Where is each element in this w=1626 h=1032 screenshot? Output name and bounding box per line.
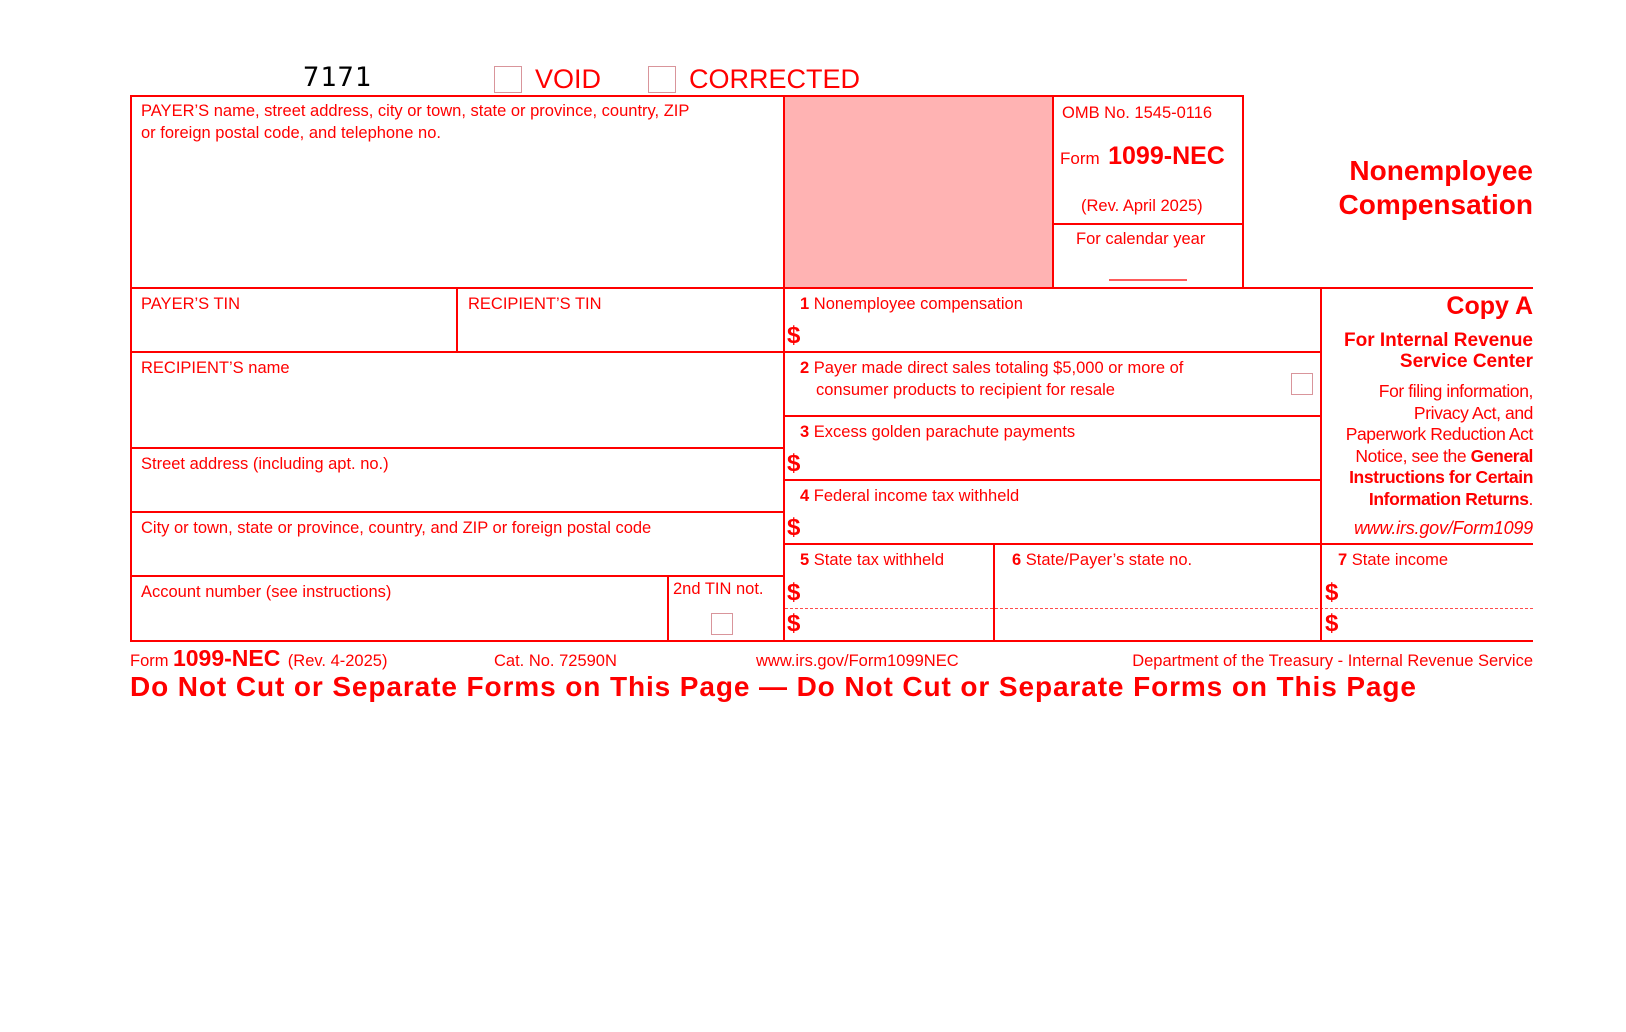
box3-dollar: $	[787, 450, 801, 477]
recipient-tin-label: RECIPIENT’S TIN	[468, 295, 602, 313]
box5-dollar-1: $	[787, 579, 801, 606]
second-tin-checkbox[interactable]	[711, 613, 733, 635]
box6-field-1[interactable]	[996, 575, 1318, 607]
box5-amount-field-1[interactable]	[805, 575, 991, 607]
void-checkbox[interactable]	[494, 66, 522, 93]
omb-number: OMB No. 1545-0116	[1062, 104, 1213, 122]
account-number-label: Account number (see instructions)	[141, 583, 392, 601]
form-heading-line2: Compensation	[1338, 189, 1533, 220]
recipient-tin-field[interactable]	[458, 316, 782, 350]
box4-label: 4 Federal income tax withheld	[800, 487, 1020, 505]
box2-label-2: consumer products to recipient for resale	[816, 381, 1115, 399]
recipient-name-field[interactable]	[132, 380, 782, 446]
calendar-year-field[interactable]	[1109, 254, 1187, 278]
box7-amount-field-2[interactable]	[1343, 610, 1531, 639]
street-address-field[interactable]	[132, 476, 782, 510]
payer-info-field[interactable]	[132, 145, 782, 286]
copy-panel	[1322, 290, 1533, 539]
box6-field-2[interactable]	[996, 610, 1318, 639]
revision-date: (Rev. April 2025)	[1081, 197, 1203, 215]
box4-dollar: $	[787, 514, 801, 541]
box7-label: 7 State income	[1338, 551, 1449, 569]
payer-info-label-1: PAYER’S name, street address, city or town, state or province, country, ZIP	[141, 102, 690, 120]
corrected-checkbox[interactable]	[648, 66, 676, 93]
calendar-year-label: For calendar year	[1076, 230, 1206, 248]
void-label: VOID	[535, 64, 602, 94]
copy-for-line2: Service Center	[1399, 351, 1533, 372]
box5-amount-field-2[interactable]	[805, 610, 991, 639]
box5-label: 5 State tax withheld	[800, 551, 945, 569]
box1-label: 1 Nonemployee compensation	[800, 295, 1023, 313]
copy-for-line1: For Internal Revenue	[1344, 330, 1533, 351]
second-tin-label: 2nd TIN not.	[673, 580, 764, 598]
box3-label: 3 Excess golden parachute payments	[800, 423, 1076, 441]
form-number: 1099-NEC	[1108, 142, 1225, 170]
form-prefix: Form	[1060, 149, 1100, 168]
box7-amount-field-1[interactable]	[1343, 575, 1531, 607]
box2-label: 2 Payer made direct sales totaling $5,000 or more of	[800, 359, 1184, 377]
payer-info-label-2: or foreign postal code, and telephone no.	[141, 124, 441, 142]
box1-dollar: $	[787, 322, 801, 349]
footer-department: Department of the Treasury - Internal Revenue Service	[1132, 652, 1533, 670]
corrected-label: CORRECTED	[689, 64, 861, 94]
footer-cat-no: Cat. No. 72590N	[494, 652, 617, 670]
recipient-name-label: RECIPIENT’S name	[141, 359, 290, 377]
box5-dollar-2: $	[787, 610, 801, 637]
copy-label: Copy A	[1446, 292, 1533, 320]
city-field[interactable]	[132, 540, 782, 574]
box7-dollar-2: $	[1325, 610, 1339, 637]
form-heading-line1: Nonemployee	[1349, 155, 1533, 186]
form-heading	[1280, 154, 1533, 222]
account-number-field[interactable]	[132, 604, 666, 639]
copy-url: www.irs.gov/Form1099	[1353, 518, 1533, 538]
footer-url: www.irs.gov/Form1099NEC	[756, 652, 959, 670]
box7-dollar-1: $	[1325, 579, 1339, 606]
box3-amount-field[interactable]	[805, 446, 1317, 478]
city-label: City or town, state or province, country, and ZIP or foreign postal code	[141, 519, 652, 537]
street-address-label: Street address (including apt. no.)	[141, 455, 389, 473]
footer-form-id: Form 1099-NEC (Rev. 4-2025)	[130, 645, 388, 671]
payer-tin-field[interactable]	[132, 316, 454, 350]
copy-info: For filing information, Privacy Act, and Paperwork Reduction Act Notice, see the General Instructions for Certain Information Returns.	[1345, 381, 1533, 509]
box2-checkbox[interactable]	[1291, 373, 1313, 395]
payer-tin-label: PAYER’S TIN	[141, 295, 241, 313]
shaded-area	[785, 97, 1052, 287]
form-code: 7171	[303, 62, 373, 93]
box4-amount-field[interactable]	[805, 510, 1317, 542]
footer-warning: Do Not Cut or Separate Forms on This Page — Do Not Cut or Separate Forms on This Page	[130, 671, 1417, 702]
box6-label: 6 State/Payer’s state no.	[1012, 551, 1193, 569]
form-title	[1060, 142, 1225, 171]
box1-amount-field[interactable]	[805, 318, 1317, 350]
